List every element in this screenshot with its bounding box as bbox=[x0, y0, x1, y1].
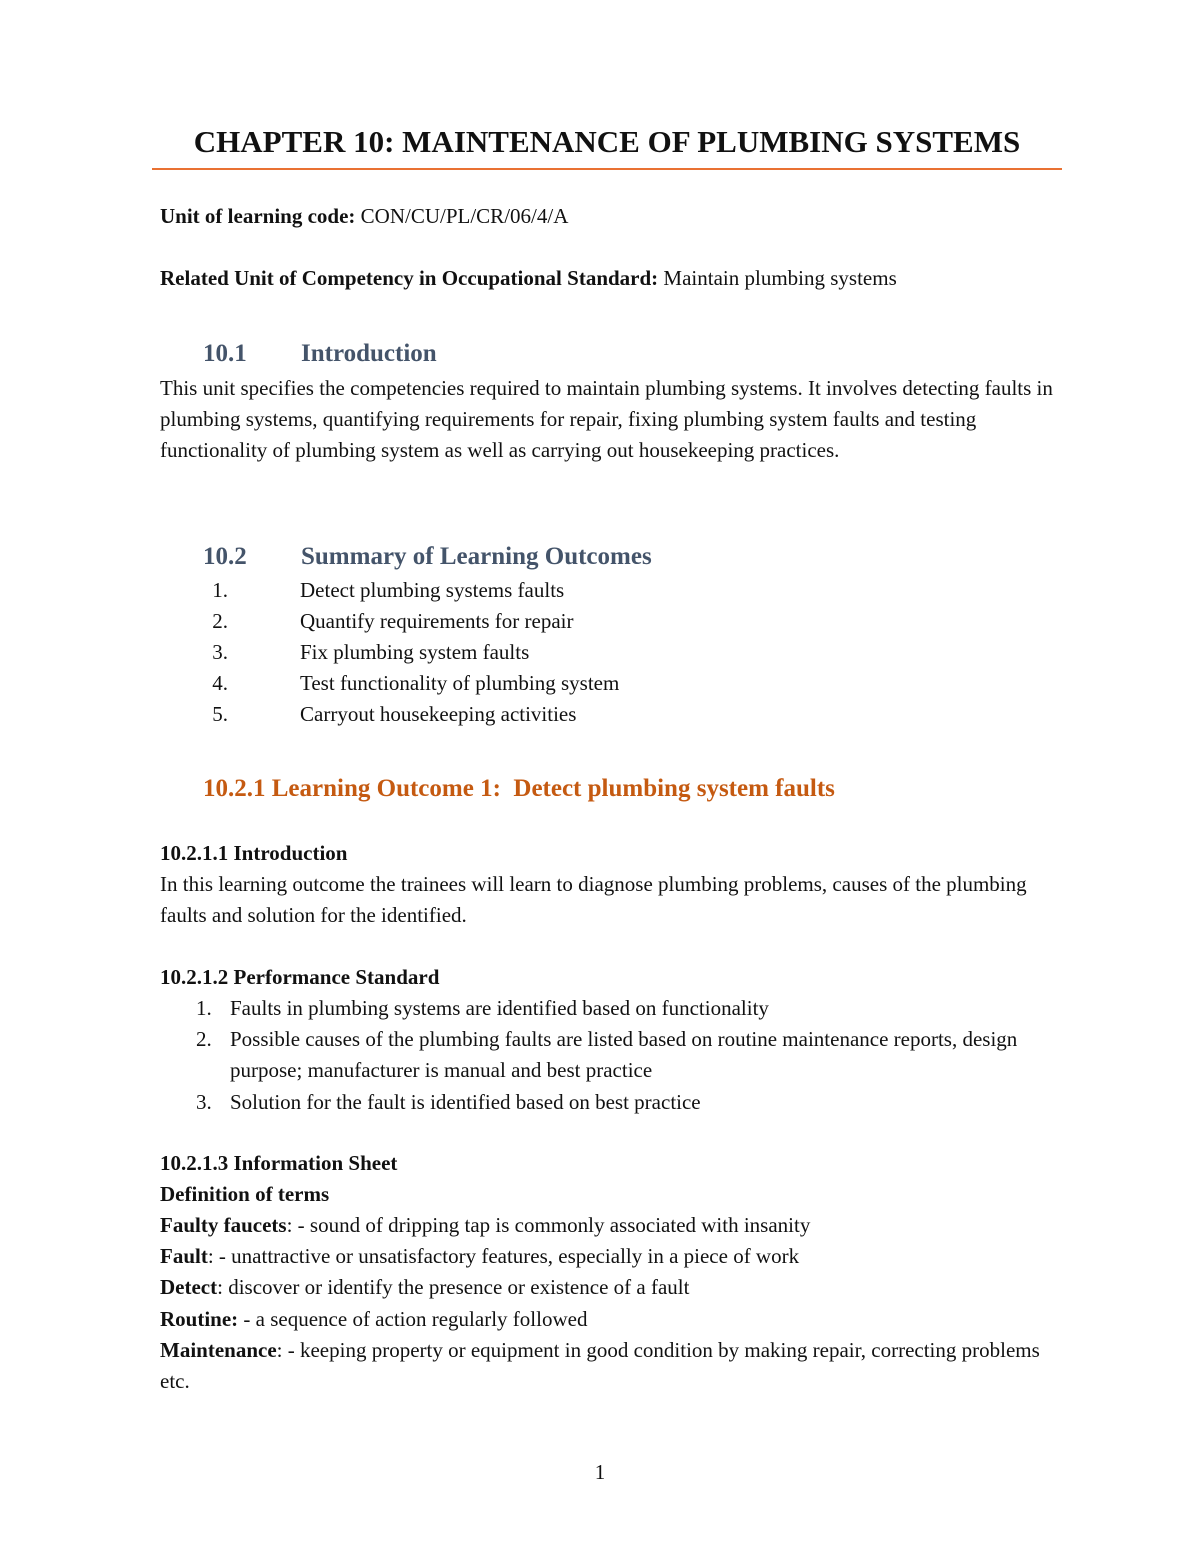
section-heading-summary bbox=[203, 541, 652, 573]
unit-code-value: CON/CU/PL/CR/06/4/A bbox=[355, 204, 569, 228]
unit-code-line bbox=[160, 201, 568, 232]
definition-item: Faulty faucets: - sound of dripping tap is commonly associated with insanity bbox=[160, 1213, 811, 1237]
definition-item: Fault: - unattractive or unsatisfactory features, especially in a piece of work bbox=[160, 1244, 800, 1269]
section-number: 10.1 bbox=[203, 340, 247, 367]
list-item: 2. Quantify requirements for repair bbox=[212, 609, 574, 634]
list-item: 5. Carryout housekeeping activities bbox=[212, 702, 577, 727]
chapter-title: CHAPTER 10: MAINTENANCE OF PLUMBING SYSTEMS bbox=[193, 124, 1021, 159]
related-unit-line bbox=[160, 263, 897, 294]
section-title: Summary of Learning Outcomes bbox=[301, 543, 652, 570]
definition-item: Detect: discover or identify the presence or existence of a fault bbox=[160, 1275, 690, 1300]
definition-item: Routine: - a sequence of action regularly followed bbox=[160, 1306, 588, 1331]
learning-outcome-1-heading: 10.2.1 Learning Outcome 1: Detect plumbing system faults bbox=[203, 775, 835, 802]
list-item: 3. Solution for the fault is identified based on best practice bbox=[196, 1089, 701, 1114]
list-item: 1. Faults in plumbing systems are identified based on functionality bbox=[196, 996, 769, 1020]
page-number: 1 bbox=[594, 1460, 606, 1484]
learning-outcomes-list bbox=[160, 575, 619, 730]
section-heading-introduction bbox=[203, 338, 437, 370]
section-title: Introduction bbox=[301, 340, 437, 367]
lo1-introduction-paragraph: In this learning outcome the trainees will learn to diagnose plumbing problems, causes of the plumbing faults and solution for the identified. bbox=[160, 872, 1027, 928]
list-item: 1. Detect plumbing systems faults bbox=[212, 578, 565, 602]
definition-of-terms-heading: Definition of terms bbox=[160, 1182, 330, 1206]
performance-standard-heading: 10.2.1.2 Performance Standard bbox=[160, 965, 440, 989]
related-unit-label: Related Unit of Competency in Occupational Standard: bbox=[160, 266, 659, 290]
introduction-paragraph: This unit specifies the competencies required to maintain plumbing systems. It involves detecting faults in plumbing systems, quantifying requirements for repair, fixing plumbing system faults and testing functionality of plumbing system as well as carrying out housekeeping practices. bbox=[160, 376, 1053, 463]
list-item: 2. Possible causes of the plumbing faults are listed based on routine maintenance reports, design purpose; manufacturer is manual and best practice bbox=[196, 1027, 1018, 1083]
information-sheet-heading: 10.2.1.3 Information Sheet bbox=[160, 1151, 398, 1175]
performance-standard-list bbox=[160, 993, 1060, 1118]
section-number: 10.2 bbox=[203, 543, 247, 570]
list-item: 4. Test functionality of plumbing system bbox=[212, 671, 620, 696]
unit-code-label: Unit of learning code: bbox=[160, 204, 356, 228]
title-underline bbox=[152, 168, 1062, 170]
list-item: 3. Fix plumbing system faults bbox=[212, 640, 530, 665]
related-unit-value: Maintain plumbing systems bbox=[658, 266, 897, 290]
lo1-introduction-heading: 10.2.1.1 Introduction bbox=[160, 841, 348, 865]
definition-item: Maintenance: - keeping property or equipment in good condition by making repair, correcting problems etc. bbox=[160, 1337, 1040, 1394]
definition-list bbox=[160, 1210, 1060, 1397]
